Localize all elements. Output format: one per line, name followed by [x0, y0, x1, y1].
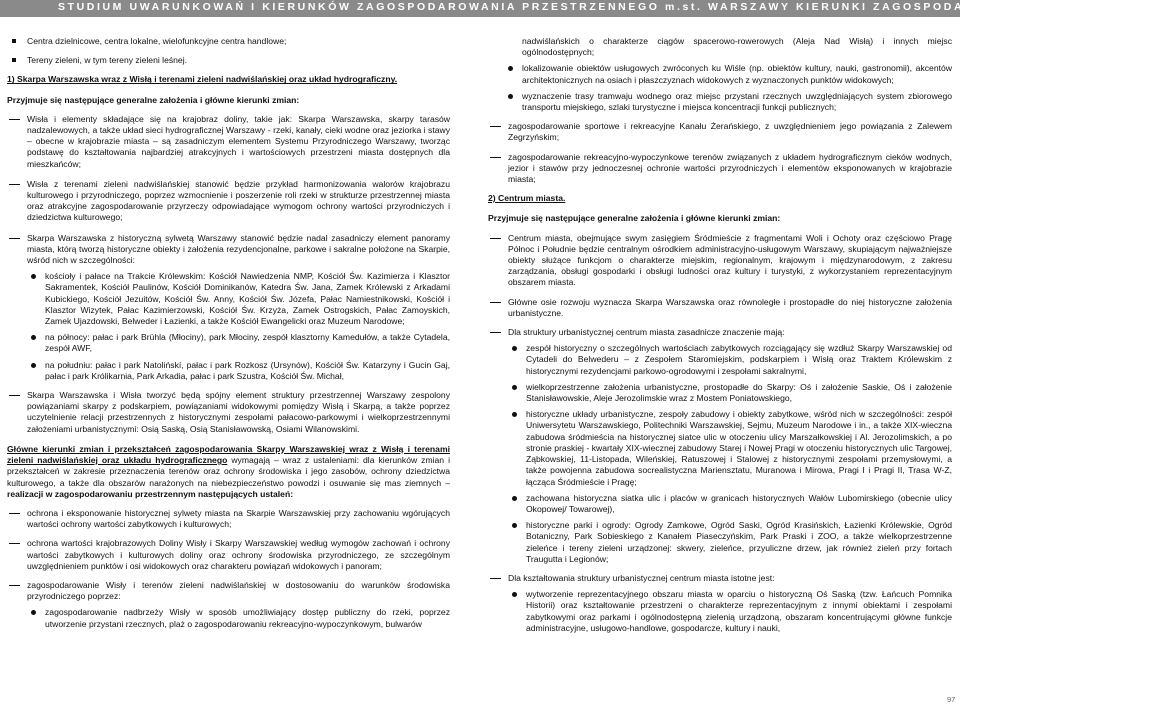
dash-item: Główne osie rozwoju wyznacza Skarpa Warszawska oraz równoległe i prostopadłe do niej historyczne założenia urbanistyczne. — [488, 297, 952, 319]
goals-heading: Główne kierunki zmian i przekształceń zagospodarowania Skarpy Warszawskiej wraz z Wisłą i terenami zieleni nadwiślańskiej oraz układu hydrograficznego — [7, 443, 450, 466]
dash-item: ochrona wartości krajobrazowych Doliny Wisły i Skarpy Warszawskiej według wymogów zachowań i ochrony wartości zabytkowych i kulturowych doliny oraz ochrony środowiska przyrodniczego, ze szczególnym uwzględnieniem punktów i osi widokowych oraz charakteru powiązań widokowych i panoram; — [7, 538, 450, 572]
continued-text: nadwiślańskich o charakterze ciągów spacerowo-rowerowych (Aleja Nad Wisłą) i innych miejsc ogólnodostępnych; — [522, 36, 952, 58]
section-heading: 1) Skarpa Warszawska wraz z Wisłą i terenami zieleni nadwiślańskiej oraz układ hydrograficzny. — [7, 74, 398, 85]
dot-item: wytworzenie reprezentacyjnego obszaru miasta w oparciu o historyczną Oś Saską (tzw. Łańcuch Pomnika Historii) oraz kształtowanie przestrzeni o charakterze reprezentacyjnym z innymi obiektami i zespołami zabytkowymi oraz parkami i ogólnodostępną zielenią urządzoną, obszaram koncentrującymi główne funkcje administracyjne, usługowo-handlowe, gospodarcze, kultury i nauki, — [488, 589, 952, 634]
dot-item: zagospodarowanie nadbrzeży Wisły w sposób umożliwiający dostęp publiczny do rzeki, poprzez utworzenie przystani rzecznych, plaż o zagospodarowaniu rekreacyjno-wypoczynkowym, bulwarów — [7, 607, 450, 629]
dot-item: kościoły i pałace na Trakcie Królewskim: Kościół Nawiedzenia NMP, Kościół Św. Kazimierza i Klasztor Sakramentek, Kościół Paulinów, Kościół Dominikanów, Katedra Św. Jana, Zamek Królewski z Arkadami Kubickiego, Kościół Jezuitów, Kościół Św. Anny, Kościół Św. Józefa, Pałac Namiestnikowski, Kościół i Klasztor Wizytek, Pałac Kazimierzowski, Kościół Św. Krzyża, Zamek Ostrogskich, Pałac Zamoyskich, Zamek Ujazdowski, Belweder i Łazienki, a także Kościół Ewangelicki oraz Muzeum Narodowe; — [7, 271, 450, 327]
goals-bold: realizacji w zagospodarowaniu przestrzennym następujących ustaleń: — [7, 488, 294, 499]
dash-item: Skarpa Warszawska i Wisła tworzyć będą spójny element struktury przestrzennej Warszawy zespolony powiązaniami skarpy z podskarpiem, powiązaniami widokowymi pomiędzy Wisłą i Skarpą, a także poprzez uczytelnienie relacji przestrzennych z historycznymi zespołami pałacowo-parkowymi i wielkoprzestrzennymi założeniami urbanistycznymi: Osią Saską, Osią Stanisławowską, Osiami Wilanowskimi. — [7, 390, 450, 435]
dot-item: historyczne układy urbanistyczne, zespoły zabudowy i obiekty zabytkowe, wśród nich w szczególności: zespół Uniwersytetu Warszawskiego, Politechniki Warszawskiej, Sejmu, Muzeum Narodowe i in., a także XIX-wieczna zabudowa śródmieścia na historycznej siatce ulic w otoczeniu ulicy Marszałkowskiej i Al. Jerozolimskich, a po stronie praskiej - kwartały XIX-wiecznej zabudowy Starej i Nowej Pragi w otoczeniu historycznych ulic Targowej, Ząbkowskiej, 11-Listopada, Wileńskiej, Ratuszowej i Stalowej z historycznymi zespołami przemysłowymi, a także powojenna zabudowa socrealistyczna Mariensztatu, Muranowa i Mirowa, Pragi I i Pragi II, Trasa W-Z, łącząca Śródmieście i Pragę; — [488, 409, 952, 487]
dot-item: wyznaczenie trasy tramwaju wodnego oraz miejsc przystani rzecznych uwzględniających system zbiorowego transportu miejskiego, szlaki turystyczne i miejsca koncentracji funkcji publicznych; — [488, 91, 952, 113]
dash-item: Dla kształtowania struktury urbanistycznej centrum miasta istotne jest: — [488, 573, 952, 584]
dash-item: Wisła z terenami zieleni nadwiślańskiej stanowić będzie przykład harmonizowania walorów krajobrazu kulturowego i przyrodniczego, poprzez wzmocnienie i poszerzenie roli rzeki w strukturze przestrzennej miasta oraz atrakcyjne zagospodarowanie przyrzeczy odpowiadające wymogom ochrony wartości przyrodniczych i dziedzictwa kulturowego; — [7, 179, 450, 224]
running-header-title: STUDIUM UWARUNKOWAŃ I KIERUNKÓW ZAGOSPODAROWANIA PRZESTRZENNEGO m.st. WARSZAWY KIERUNKI ZAGOSPODAROWANIA PRZESTRZENNEGO — [58, 1, 1176, 13]
intro-heading: Przyjmuje się następujące generalne założenia i główne kierunki zmian: — [7, 94, 300, 105]
running-header-bar — [0, 0, 1176, 17]
dash-item: ochrona i eksponowanie historycznej sylwety miasta na Skarpie Warszawskiej przy zachowaniu wgórujących wartości ochrony wartości zabytkowych i kulturowych; — [7, 508, 450, 530]
dot-item: historyczne parki i ogrody: Ogrody Zamkowe, Ogród Saski, Ogród Krasińskich, Łazienki Królewskie, Ogród Botaniczny, Park Sobieskiego z Kanałem Piaseczyńskim, Park Praski i ZOO, a także wielkoprzestrzenne zieleńce i tereny zieleni urządzonej: skwery, zieleńce, przyuliczne drzew, jak również zieleń przy fortach Traugutta i Legionów; — [488, 520, 952, 565]
page-number: 97 — [947, 695, 956, 704]
dash-item: Wisła i elementy składające się na krajobraz doliny, takie jak: Skarpa Warszawska, skarpy tarasów nadzalewowych, a także układ sieci hydrograficznej Warszawy - rzeki, kanały, cieki wodne oraz jeziorka i stawy – obecne w krajobrazie miasta – są zasadniczym elementem Systemu Przyrodniczego Warszawy, tworząc podstawę do kształtowania najbardziej atrakcyjnych i wartościowych przestrzeni miasta dostępnych dla mieszkańców; — [7, 114, 450, 170]
section-heading-text: 2) Centrum miasta. — [488, 193, 566, 204]
dot-item: na południu: pałac i park Natolińskí, pałac i park Rozkosz (Ursynów), Kościół Św. Katarzyny i Gucin Gaj, pałac i park Królikarnia, Park Arkadia, pałac i park Szustra, Kościół Św. Michał, — [7, 360, 450, 382]
dash-item: zagospodarowanie sportowe i rekreacyjne Kanału Żerańskiego, z uwzględnieniem jego powiązania z Zalewem Zegrzyńskim; — [488, 121, 952, 143]
goals-text: wymagają – wraz z ustaleniami: dla kierunków zmian i przekształceń w zakresie przeznaczenia terenów oraz ochrony środowiska i jego zasobów, ochrony dziedzictwa kulturowego, a także dla obszarów narażonych na niebezpieczeństwo powodzi i osuwanie się mas ziemnych – — [7, 455, 450, 488]
dash-item: zagospodarowanie rekreacyjno-wypoczynkowe terenów związanych z układem hydrograficznym cieków wodnych, jezior i stawów przy jednoczesnej ochronie wartości przyrodniczych i elementów eksponowanych w krajobrazie miasta; — [488, 152, 952, 186]
dot-item: zespół historyczny o szczególnych wartościach zabytkowych rozciągający się wzdłuż Skarpy Warszawskiej od Cytadeli do Belwederu – z Zespołem Staromiejskim, podskarpiem i Wisłą oraz Traktem Królewskim z historycznymi rezydencjami parkowo-ogrodowymi i zespołami sakralnymi, — [488, 343, 952, 377]
bullet-item: Tereny zieleni, w tym tereny zieleni leśnej. — [7, 55, 450, 66]
dot-item: wielkoprzestrzenne założenia urbanistyczne, prostopadłe do Skarpy: Oś i założenie Saskie, Oś i założenie Stanisławowskie, Aleje Jerozolimskie wraz z Mostem Poniatowskiego, — [488, 382, 952, 404]
goals-paragraph — [7, 444, 450, 500]
dash-item: Dla struktury urbanistycznej centrum miasta zasadnicze znaczenie mają: — [488, 327, 952, 338]
bullet-item: Centra dzielnicowe, centra lokalne, wielofunkcyjne centra handlowe; — [7, 36, 450, 47]
dot-item: zachowana historyczna siatka ulic i placów w granicach historycznych Wałów Lubomirskiego (obecnie ulicy Okopowej/ Towarowej), — [488, 493, 952, 515]
right-column — [488, 36, 952, 634]
dash-item: Centrum miasta, obejmujące swym zasięgiem Śródmieście z fragmentami Woli i Ochoty oraz częściowo Pragę Północ i Południe będzie centralnym ośrodkiem administracyjno-usługowym Warszawy, skupiającym najważniejsze obiekty służące funkcjom o charakterze miejskim, regionalnym, krajowym i międzynarodowym, z zakresu zarządzania, obsługi gospodarki i obsługi ludności oraz kultury i turystyki, z wykorzystaniem reprezentacyjnym obszarem miasta. — [488, 233, 952, 289]
dot-item: na północy: pałac i park Brühla (Młociny), park Młociny, zespół klasztorny Kamedułów, a także Cytadela, zespół AWF, — [7, 332, 450, 354]
left-column — [7, 36, 450, 630]
dot-item: lokalizowanie obiektów usługowych zwróconych ku Wiśle (np. obiektów kultury, nauki, gastronomii), akcentów architektonicznych na osiach i płaszczyznach widokowych z wyznaczonych punktów widokowych; — [488, 63, 952, 85]
dash-item: Skarpa Warszawska z historyczną sylwetą Warszawy stanowić będzie nadal zasadniczy element panoramy miasta, którą tworzą historyczne obiekty i założenia rezydencjonalne, parkowe i sakralne położone na Skarpie, wśród nich w szczególności: — [7, 233, 450, 267]
section-heading — [488, 193, 952, 204]
dash-item: zagospodarowanie Wisły i terenów zieleni nadwiślańskiej w dostosowaniu do warunków środowiska przyrodniczego poprzez: — [7, 580, 450, 602]
intro-heading: Przyjmuje się następujące generalne założenia i główne kierunki zmian: — [488, 213, 781, 224]
